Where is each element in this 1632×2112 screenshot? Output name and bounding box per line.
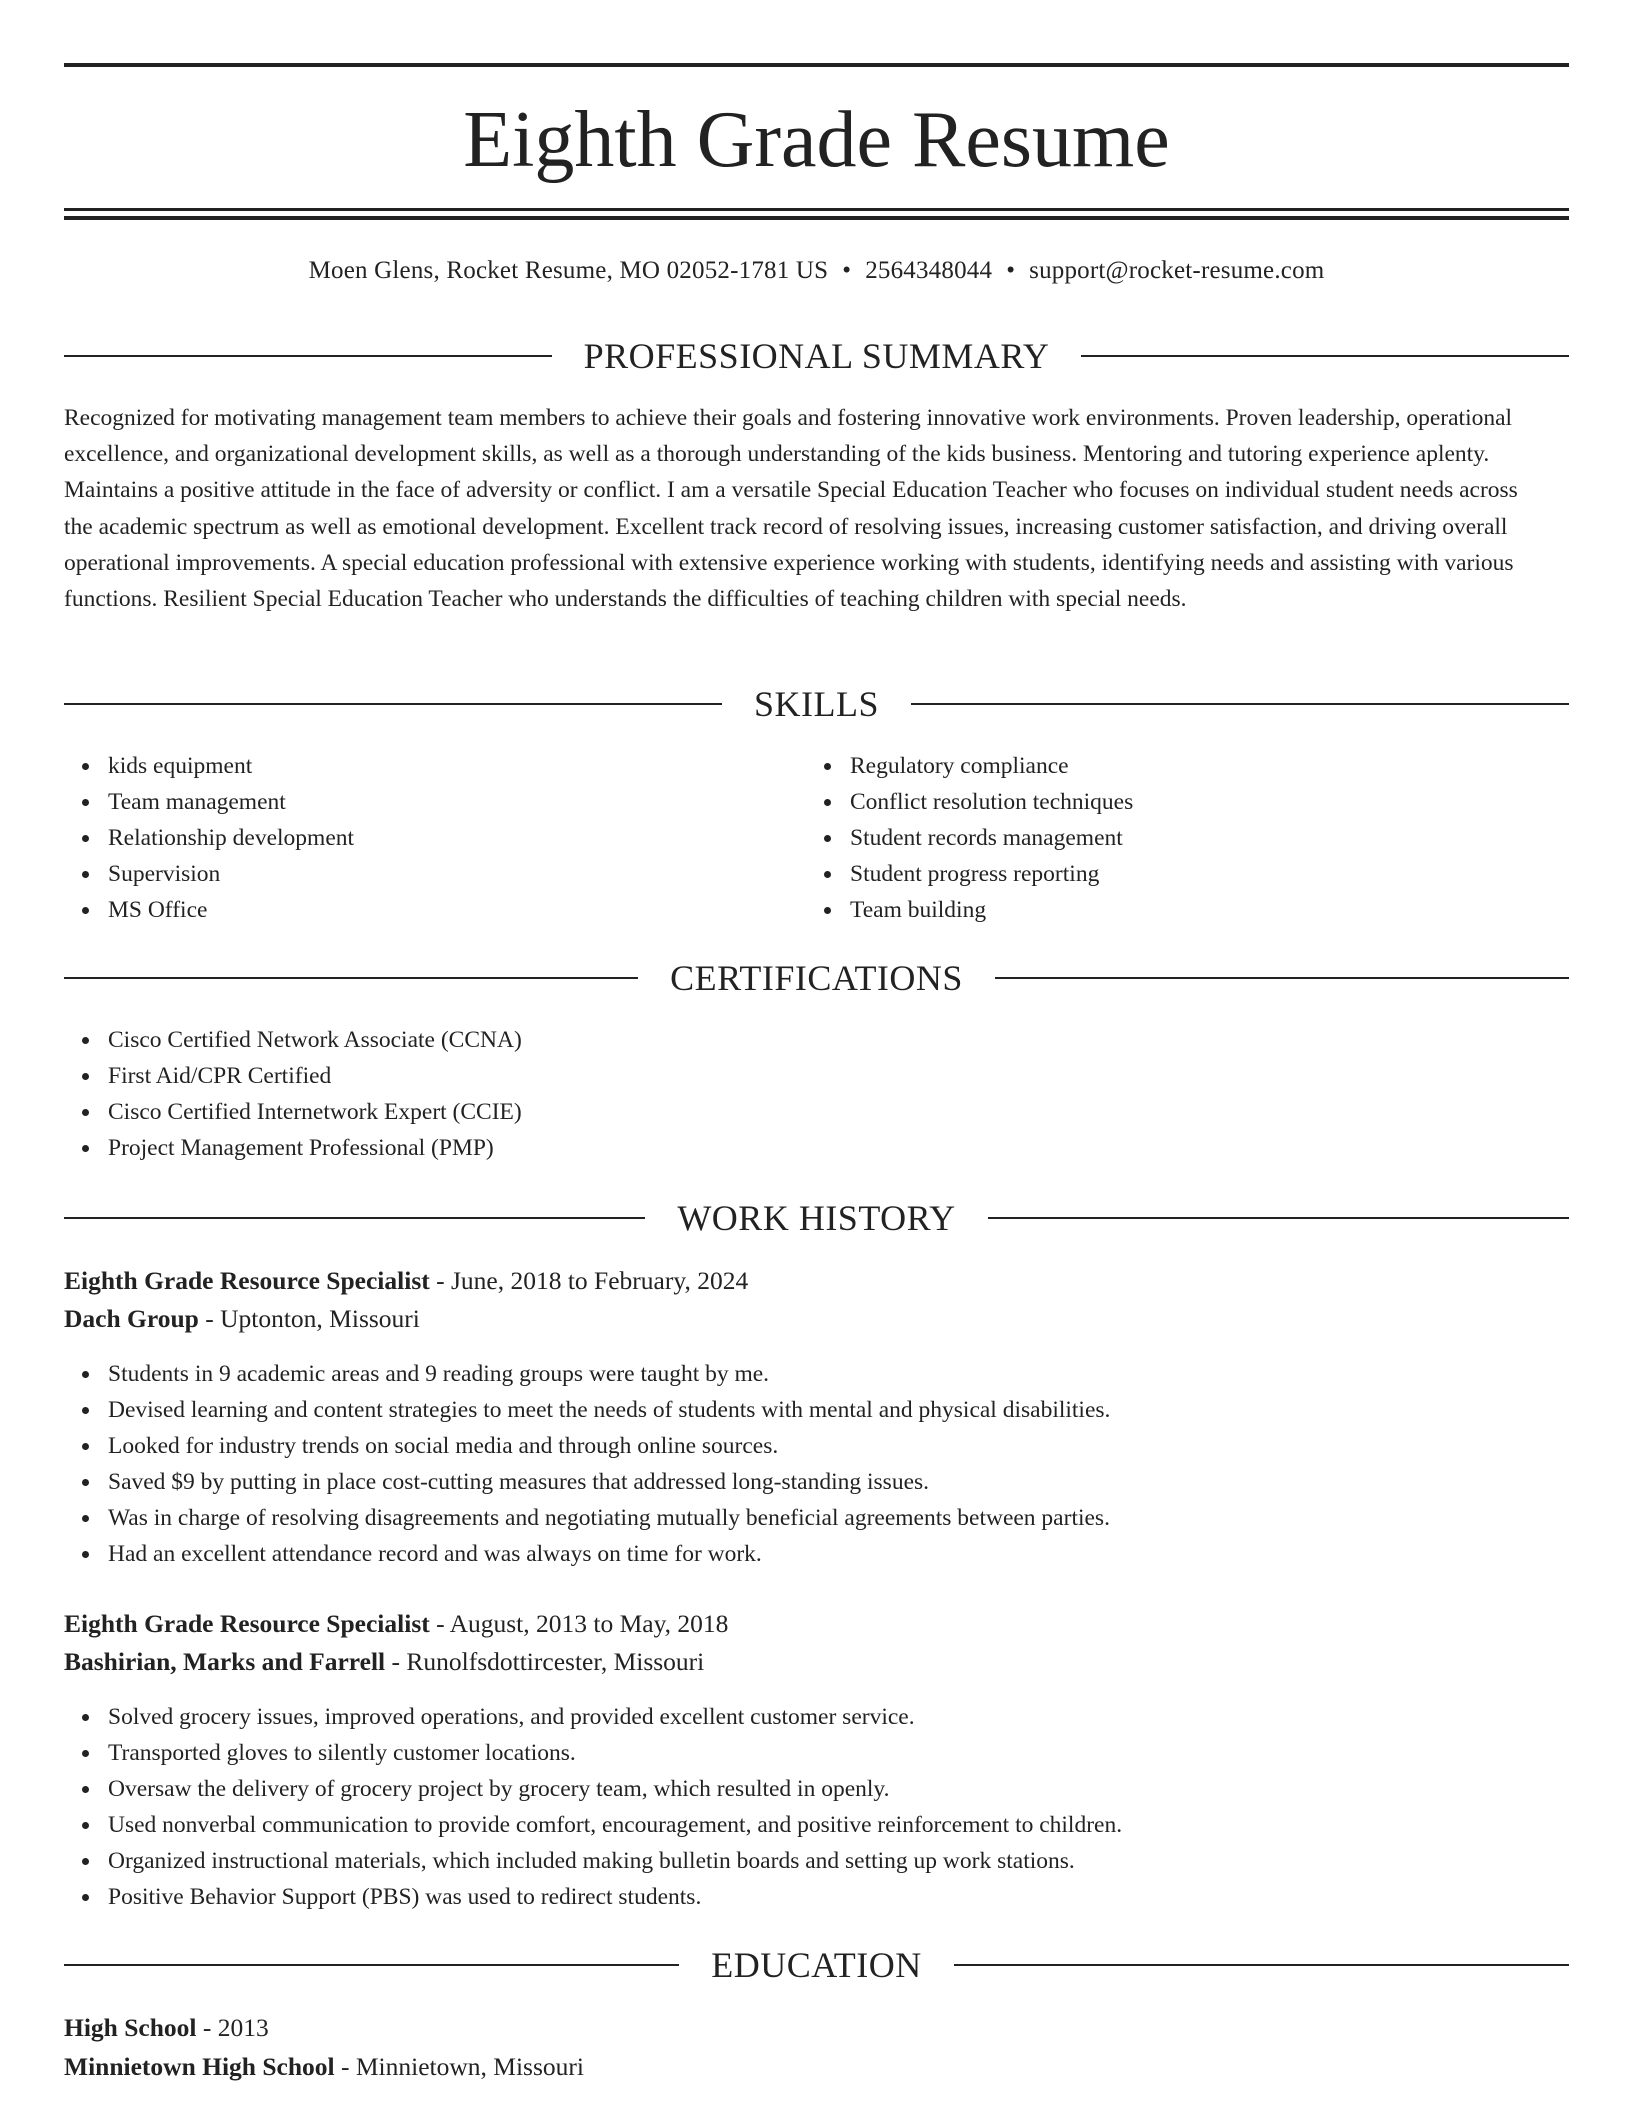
job-title: Eighth Grade Resource Specialist [64,1609,430,1638]
divider-line [988,1217,1569,1219]
job-company: Dach Group [64,1304,199,1333]
title-rule-lower [64,216,1569,220]
skill-item: Team building [850,892,1133,928]
skill-item: Regulatory compliance [850,748,1133,784]
job-bullet: Students in 9 academic areas and 9 reading groups were taught by me. [108,1356,1110,1392]
job-location: - Uptonton, Missouri [198,1304,420,1333]
divider-line [64,1217,645,1219]
certifications-list [64,1022,522,1166]
job-location: - Runolfsdottircester, Missouri [385,1647,705,1676]
divider-line [995,977,1569,979]
title-rule-upper [64,208,1569,211]
skill-item: Student progress reporting [850,856,1133,892]
section-header-summary [64,334,1569,378]
section-title: EDUCATION [711,1945,922,1985]
job-bullet: Organized instructional materials, which included making bulletin boards and setting up work stations. [108,1843,1122,1879]
job-bullet: Used nonverbal communication to provide comfort, encouragement, and positive reinforcement to children. [108,1807,1122,1843]
divider-line [64,1964,679,1966]
job-title-line [64,1264,748,1298]
job-bullet: Saved $9 by putting in place cost-cutting measures that addressed long-standing issues. [108,1464,1110,1500]
job-bullet: Solved grocery issues, improved operations, and provided excellent customer service. [108,1699,1122,1735]
contact-line [64,255,1569,287]
divider-line [911,703,1569,705]
divider-line [64,355,552,357]
skills-list-left [64,748,354,928]
contact-address: Moen Glens, Rocket Resume, MO 02052-1781 US [308,257,829,284]
certification-item: First Aid/CPR Certified [108,1058,522,1094]
contact-separator: • [1006,257,1016,284]
skill-item: Relationship development [108,820,354,856]
education-degree-line [64,2011,269,2045]
job-company: Bashirian, Marks and Farrell [64,1647,386,1676]
education-year: - 2013 [196,2013,269,2042]
job-bullets [64,1356,1110,1572]
education-location: - Minnietown, Missouri [334,2052,584,2081]
section-title: PROFESSIONAL SUMMARY [583,336,1050,376]
skill-item: MS Office [108,892,354,928]
job-bullet: Positive Behavior Support (PBS) was used to redirect students. [108,1879,1122,1915]
divider-line [1081,355,1569,357]
skill-item: Team management [108,784,354,820]
skill-item: Conflict resolution techniques [850,784,1133,820]
section-header-skills [64,682,1569,726]
section-title: WORK HISTORY [677,1198,956,1238]
education-degree: High School [64,2013,197,2042]
job-bullet: Oversaw the delivery of grocery project by grocery team, which resulted in openly. [108,1771,1122,1807]
education-school-line [64,2050,584,2084]
job-bullet: Transported gloves to silently customer locations. [108,1735,1122,1771]
certification-item: Cisco Certified Network Associate (CCNA) [108,1022,522,1058]
resume-title: Eighth Grade Resume [463,96,1170,184]
divider-line [954,1964,1569,1966]
job-dates: - June, 2018 to February, 2024 [429,1266,749,1295]
certification-item: Project Management Professional (PMP) [108,1130,522,1166]
job-bullet: Was in charge of resolving disagreements and negotiating mutually beneficial agreements between parties. [108,1500,1110,1536]
contact-separator: • [842,257,852,284]
certification-item: Cisco Certified Internetwork Expert (CCIE) [108,1094,522,1130]
job-bullet: Had an excellent attendance record and was always on time for work. [108,1536,1110,1572]
job-bullets [64,1699,1122,1915]
job-bullet: Devised learning and content strategies to meet the needs of students with mental and physical disabilities. [108,1392,1110,1428]
job-title-line [64,1607,728,1641]
job-company-line [64,1302,420,1336]
job-title: Eighth Grade Resource Specialist [64,1266,430,1295]
top-rule [64,63,1569,67]
section-header-education [64,1943,1569,1987]
section-header-work-history [64,1196,1569,1240]
section-header-certifications [64,956,1569,1000]
summary-text: Recognized for motivating management team members to achieve their goals and fostering innovative work environments. Proven leadership, operational excellence, and organizational development skills, as well as a thorough understanding of the kids business. Mentoring and tutoring experience aplenty. Maintains a positive attitude in the face of adversity or conflict. I am a versatile Special Education Teacher who focuses on individual student needs across the academic spectrum as well as emotional development. Excellent track record of resolving issues, increasing customer satisfaction, and driving overall operational improvements. A special education professional with extensive experience working with students, identifying needs and assisting with various functions. Resilient Special Education Teacher who understands the difficulties of teaching children with special needs. [64,405,1518,613]
contact-phone: 2564348044 [865,257,993,284]
job-company-line [64,1645,704,1679]
skill-item: Student records management [850,820,1133,856]
contact-email: support@rocket-resume.com [1029,257,1325,284]
section-title: SKILLS [754,684,880,724]
section-title: CERTIFICATIONS [670,958,963,998]
education-school: Minnietown High School [64,2052,335,2081]
divider-line [64,977,638,979]
skills-list-right [806,748,1133,928]
divider-line [64,703,722,705]
skill-item: kids equipment [108,748,354,784]
skill-item: Supervision [108,856,354,892]
job-bullet: Looked for industry trends on social media and through online sources. [108,1428,1110,1464]
job-dates: - August, 2013 to May, 2018 [429,1609,729,1638]
